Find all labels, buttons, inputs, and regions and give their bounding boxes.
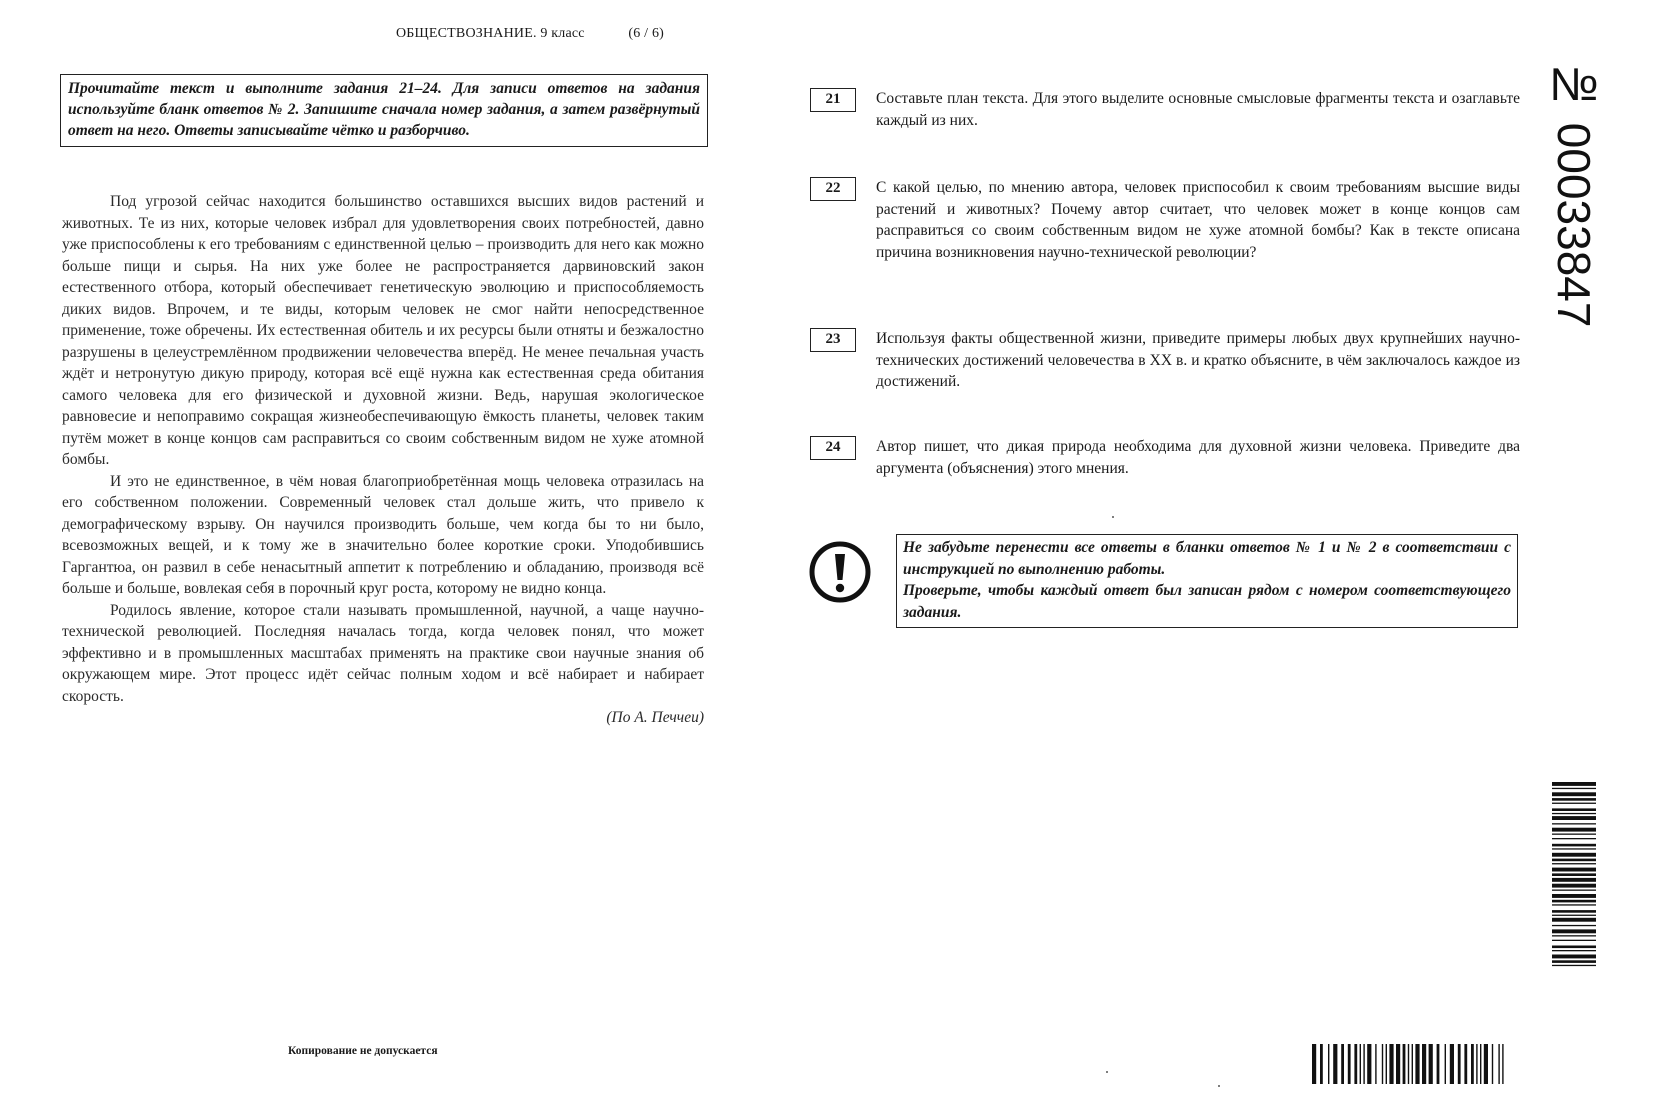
page-number: (6 / 6) [628, 26, 665, 41]
question-text: Составьте план текста. Для этого выделите основные смысловые фрагменты текста и озаглавьте каждый из них. [876, 90, 1520, 129]
question-23 [810, 328, 1520, 393]
question-number-box: 23 [810, 328, 856, 352]
question-number-box: 21 [810, 88, 856, 112]
question-text: С какой целью, по мнению автора, человек приспособил к своим требованиям высшие виды растений и животных? Почему автор считает, что человек может в конце концов сам расправиться со своим собственным видом не хуже атомной бомбы? Как в тексте описана причина возникновения научно-технической революции? [876, 179, 1520, 261]
barcode-icon [1552, 782, 1596, 968]
scan-speck [1106, 1071, 1108, 1073]
passage-paragraph-3: Родилось явление, которое стали называть промышленной, научной, а чаще научно-технической революцией. Последняя началась тогда, когда человек понял, что может эффективно и в промышленных масштабах применять на практике свои научные знания об окружающем мире. Этот процесс идёт сейчас полным ходом и всё набирает и набирает скорость. [62, 601, 704, 705]
exclamation-circle-icon [808, 540, 872, 604]
document-number: № 00033847 [1548, 58, 1600, 328]
instructions-box: Прочитайте текст и выполните задания 21–24. Для записи ответов на задания используйте бланк ответов № 2. Запишите сначала номер задания, а затем развёрнутый ответ на него. Ответы записывайте чётко и разборчиво. [60, 74, 708, 147]
reading-passage [62, 191, 704, 729]
passage-paragraph-2: И это не единственное, в чём новая благоприобретённая мощь человека отразилась на его собственном положении. Современный человек стал дольше жить, что привело к демографическому взрыву. Он научился производить больше, чем когда бы то ни было, всевозможных вещей, и к тому же в значительно более короткие сроки. Уподобившись Гаргантюа, он развил в себе ненасытный аппетит к потреблению и обладанию, производя всё больше и больше, вовлекая себя в порочный круг роста, которому не видно конца. [62, 472, 704, 597]
question-21 [810, 88, 1520, 131]
question-24 [810, 436, 1520, 479]
page-header [396, 26, 664, 42]
question-text: Используя факты общественной жизни, приведите примеры любых двух крупнейших научно-технических достижений человечества в XX в. и кратко объясните, в чём заключалось каждое из достижений. [876, 330, 1520, 390]
reminder-box [896, 534, 1518, 628]
scan-speck [1112, 516, 1114, 518]
passage-source: (По А. Печчеи) [606, 709, 704, 726]
reminder-line-1: Не забудьте перенести все ответы в бланки ответов № 1 и № 2 в соответствии с инструкцией по выполнению работы. [903, 539, 1511, 578]
passage-paragraph-1: Под угрозой сейчас находится большинство оставшихся высших видов растений и животных. Те из них, которые человек избрал для удовлетворения своих потребностей, давно уже приспособлены к его требованиям с единственной целью – производить для него как можно больше пищи и сырья. На них уже более не распространяется дарвиновский закон естественного отбора, который обеспечивает генетическую эволюцию и приспособляемость диких видов. Впрочем, и те виды, которым человек не смог найти непосредственное применение, тоже обречены. Их естественная обитель и их ресурсы были отняты и безжалостно разрушены в целеустремлённом продвижении человечества вперёд. Не менее печальная участь ждёт и нетронутую дикую природу, которая всё ещё нужна как естественная среда обитания самого человека для его физической и духовной жизни. Ведь, нарушая экологическое равновесие и непоправимо сокращая жизнеобеспечивающую ёмкость планеты, человек таким путём может в конце концов сам расправиться со своим собственным видом не хуже атомной бомбы. [62, 193, 704, 468]
question-number-box: 24 [810, 436, 856, 460]
question-number-box: 22 [810, 177, 856, 201]
copy-notice: Копирование не допускается [288, 1045, 438, 1057]
question-22 [810, 177, 1520, 263]
subject-title: ОБЩЕСТВОЗНАНИЕ. 9 класс [396, 26, 585, 41]
barcode-icon [1312, 1044, 1504, 1084]
scan-speck [1218, 1085, 1220, 1087]
reminder-line-2: Проверьте, чтобы каждый ответ был записан рядом с номером соответствующего задания. [903, 582, 1511, 621]
question-text: Автор пишет, что дикая природа необходима для духовной жизни человека. Приведите два аргумента (объяснения) этого мнения. [876, 438, 1520, 477]
